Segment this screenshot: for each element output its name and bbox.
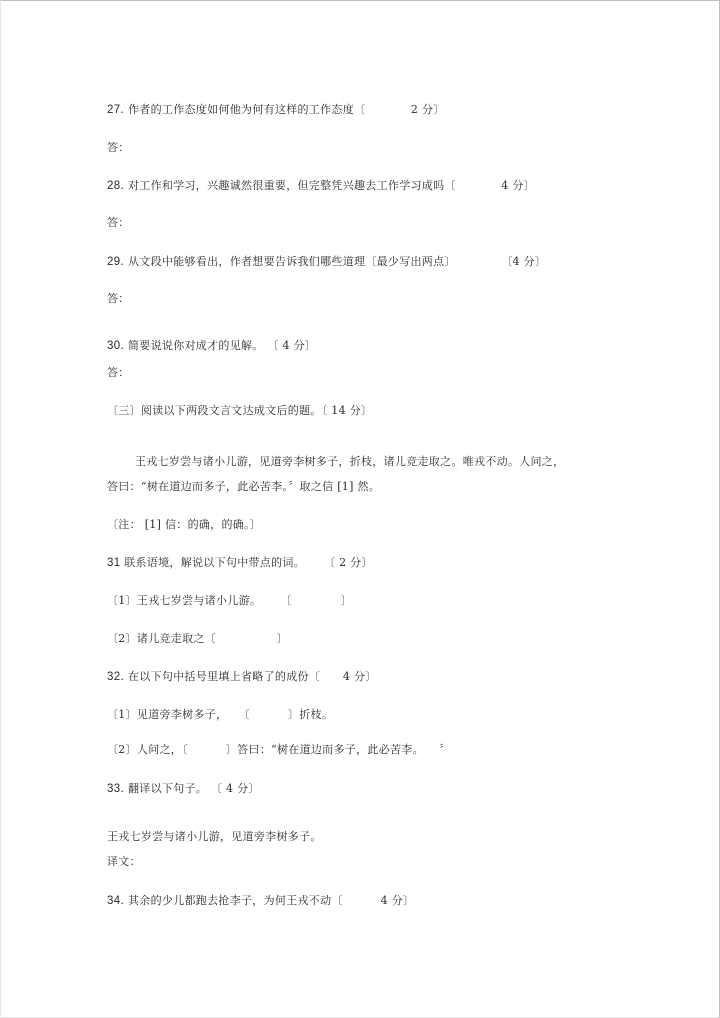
- question-29: 29. 从文段中能够看出，作者想要告诉我们哪些道理〔最少写出两点〕 〔4 分〕: [107, 255, 547, 268]
- passage-line-1: 王戎七岁尝与诸小儿游，见道旁李树多子，折枝，诸儿竞走取之。唯戎不动。人问之，: [135, 455, 565, 468]
- answer-label-30: 答：: [107, 366, 130, 379]
- passage-line-2: 答曰：“树在道边而多子，此必苦李。〞取之信 [1] 然。: [107, 480, 381, 493]
- question-34: 34. 其余的少儿都跑去抢李子，为何王戎不动〔 4 分〕: [107, 894, 415, 907]
- annotation-note: 〔注： [1] 信：的确，的确。〕: [107, 518, 262, 531]
- question-32-item-1: 〔1〕见道旁李树多子， 〔 〕折枝。: [107, 708, 334, 721]
- question-33: 33. 翻译以下句子。 〔 4 分〕: [107, 782, 260, 795]
- question-30: 30. 简要说说你对成才的见解。 〔 4 分〕: [107, 339, 317, 352]
- question-31-item-2: 〔2〕诸儿竞走取之〔 〕: [107, 632, 289, 645]
- question-33-sentence: 王戎七岁尝与诸小儿游，见道旁李树多子。: [107, 830, 322, 843]
- question-31-item-1: 〔1〕王戎七岁尝与诸小儿游。 〔 〕: [107, 594, 353, 607]
- question-28: 28. 对工作和学习，兴趣诚然很重要，但完整凭兴趣去工作学习成吗〔 4 分〕: [107, 179, 535, 192]
- section-heading-3: 〔三〕阅读以下两段文言文达成文后的题。〔 14 分〕: [107, 404, 373, 417]
- question-32-item-2: 〔2〕人问之，〔 〕答曰：“树在道边而多子，此必苦李。 〞: [107, 743, 451, 756]
- answer-label-29: 答：: [107, 292, 130, 305]
- question-31: 31 联系语境，解说以下句中带点的词。 〔 2 分〕: [107, 556, 373, 569]
- question-27: 27. 作者的工作态度如何他为何有这样的工作态度〔 2 分〕: [107, 103, 445, 116]
- answer-label-27: 答：: [107, 141, 130, 154]
- translation-label: 译文：: [107, 855, 141, 868]
- answer-label-28: 答：: [107, 216, 130, 229]
- question-32: 32. 在以下句中括号里填上省略了的成份〔 4 分〕: [107, 670, 377, 683]
